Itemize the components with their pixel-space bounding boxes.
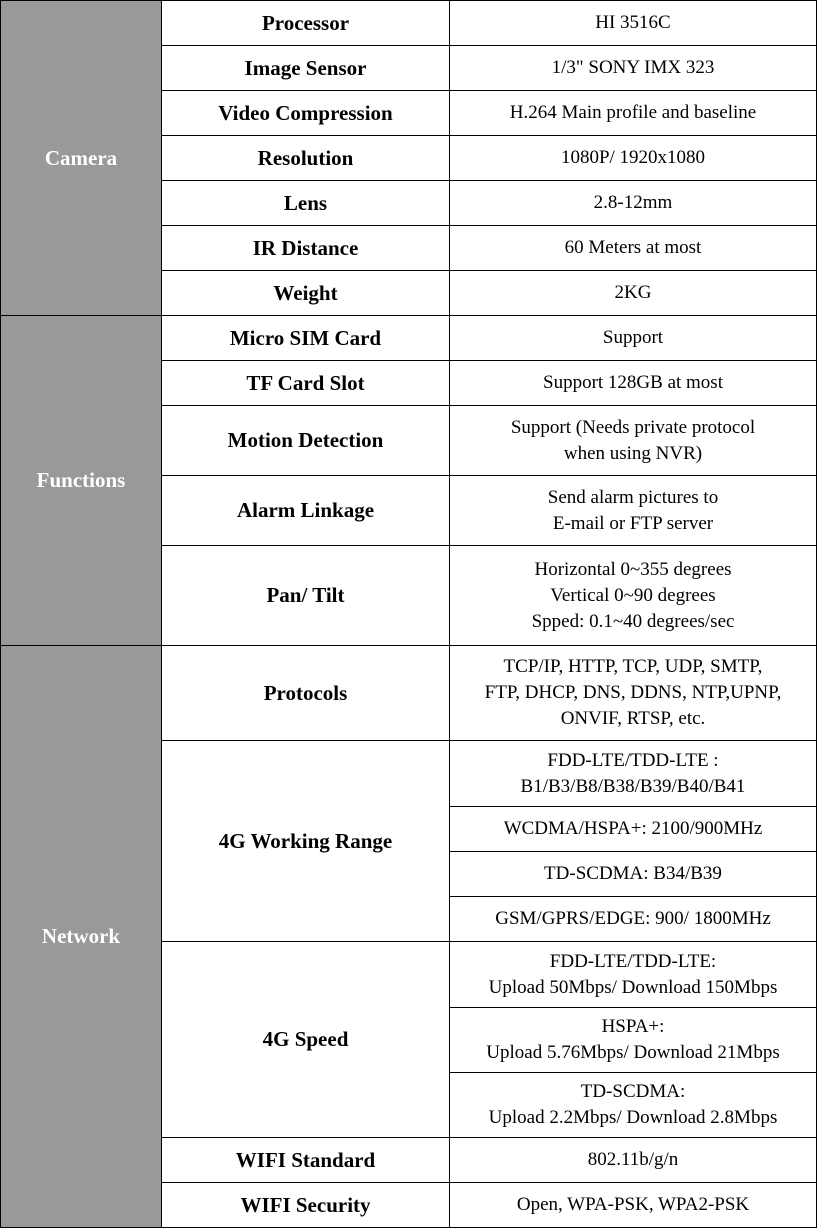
- value-line: HSPA+:: [601, 1016, 665, 1037]
- spec-value: [450, 741, 817, 807]
- spec-value: 60 Meters at most: [450, 226, 817, 271]
- spec-row: [1, 646, 817, 741]
- spec-label: Motion Detection: [162, 406, 450, 476]
- spec-label: IR Distance: [162, 226, 450, 271]
- spec-value: 1080P/ 1920x1080: [450, 136, 817, 181]
- value-line: Horizontal 0~355 degrees: [534, 558, 732, 580]
- spec-label: Lens: [162, 181, 450, 226]
- value-line: B1/B3/B8/B38/B39/B40/B41: [520, 775, 746, 797]
- spec-value: [450, 646, 817, 741]
- spec-value: [450, 1008, 817, 1073]
- spec-value: [450, 807, 817, 852]
- spec-label: Processor: [162, 1, 450, 46]
- spec-label: Pan/ Tilt: [162, 546, 450, 646]
- spec-value: [450, 361, 817, 406]
- spec-value: [450, 316, 817, 361]
- spec-label: Protocols: [162, 646, 450, 741]
- spec-value: [450, 406, 817, 476]
- value-line: FDD-LTE/TDD-LTE:: [549, 950, 717, 972]
- spec-value: H.264 Main profile and baseline: [450, 91, 817, 136]
- spec-row: [1, 1, 817, 46]
- spec-value: 2.8-12mm: [450, 181, 817, 226]
- value-line: GSM/GPRS/EDGE: 900/ 1800MHz: [495, 908, 771, 929]
- category-network: Network: [1, 646, 162, 1228]
- spec-value: HI 3516C: [450, 1, 817, 46]
- value-line: Send alarm pictures to: [547, 486, 719, 508]
- spec-value: 802.11b/g/n: [450, 1138, 817, 1183]
- spec-label: 4G Speed: [162, 942, 450, 1138]
- value-line: TD-SCDMA: B34/B39: [544, 863, 722, 884]
- spec-label: WIFI Security: [162, 1183, 450, 1228]
- value-line: E-mail or FTP server: [552, 512, 714, 534]
- spec-label: Micro SIM Card: [162, 316, 450, 361]
- value-line: FTP, DHCP, DNS, DDNS, NTP,UPNP,: [484, 682, 782, 703]
- value-line: TD-SCDMA:: [580, 1081, 686, 1102]
- value-line: Upload 2.2Mbps/ Download 2.8Mbps: [488, 1107, 778, 1128]
- spec-label: WIFI Standard: [162, 1138, 450, 1183]
- spec-value: 2KG: [450, 271, 817, 316]
- category-functions: Functions: [1, 316, 162, 646]
- spec-label: Weight: [162, 271, 450, 316]
- value-line: Support: [602, 327, 664, 348]
- value-line: when using NVR): [563, 442, 703, 464]
- spec-label: Image Sensor: [162, 46, 450, 91]
- value-line: FDD-LTE/TDD-LTE :: [547, 749, 719, 771]
- spec-row: [1, 316, 817, 361]
- spec-value: [450, 1073, 817, 1138]
- spec-value: Open, WPA-PSK, WPA2-PSK: [450, 1183, 817, 1228]
- value-line: Support (Needs private protocol: [510, 416, 756, 438]
- spec-label: 4G Working Range: [162, 741, 450, 942]
- value-line: Upload 5.76Mbps/ Download 21Mbps: [486, 1042, 780, 1063]
- value-line: TCP/IP, HTTP, TCP, UDP, SMTP,: [503, 656, 763, 677]
- spec-value: [450, 476, 817, 546]
- spec-value: 1/3" SONY IMX 323: [450, 46, 817, 91]
- value-line: ONVIF, RTSP, etc.: [560, 708, 706, 729]
- value-line: Vertical 0~90 degrees: [550, 584, 716, 606]
- spec-value: [450, 897, 817, 942]
- spec-label: Resolution: [162, 136, 450, 181]
- spec-label: Video Compression: [162, 91, 450, 136]
- value-line: Upload 50Mbps/ Download 150Mbps: [488, 976, 778, 998]
- value-line: Spped: 0.1~40 degrees/sec: [531, 610, 735, 632]
- spec-value: [450, 546, 817, 646]
- spec-label: TF Card Slot: [162, 361, 450, 406]
- category-camera: Camera: [1, 1, 162, 316]
- spec-value: [450, 852, 817, 897]
- spec-label: Alarm Linkage: [162, 476, 450, 546]
- spec-value: [450, 942, 817, 1008]
- value-line: Support 128GB at most: [543, 372, 723, 393]
- value-line: WCDMA/HSPA+: 2100/900MHz: [503, 818, 763, 839]
